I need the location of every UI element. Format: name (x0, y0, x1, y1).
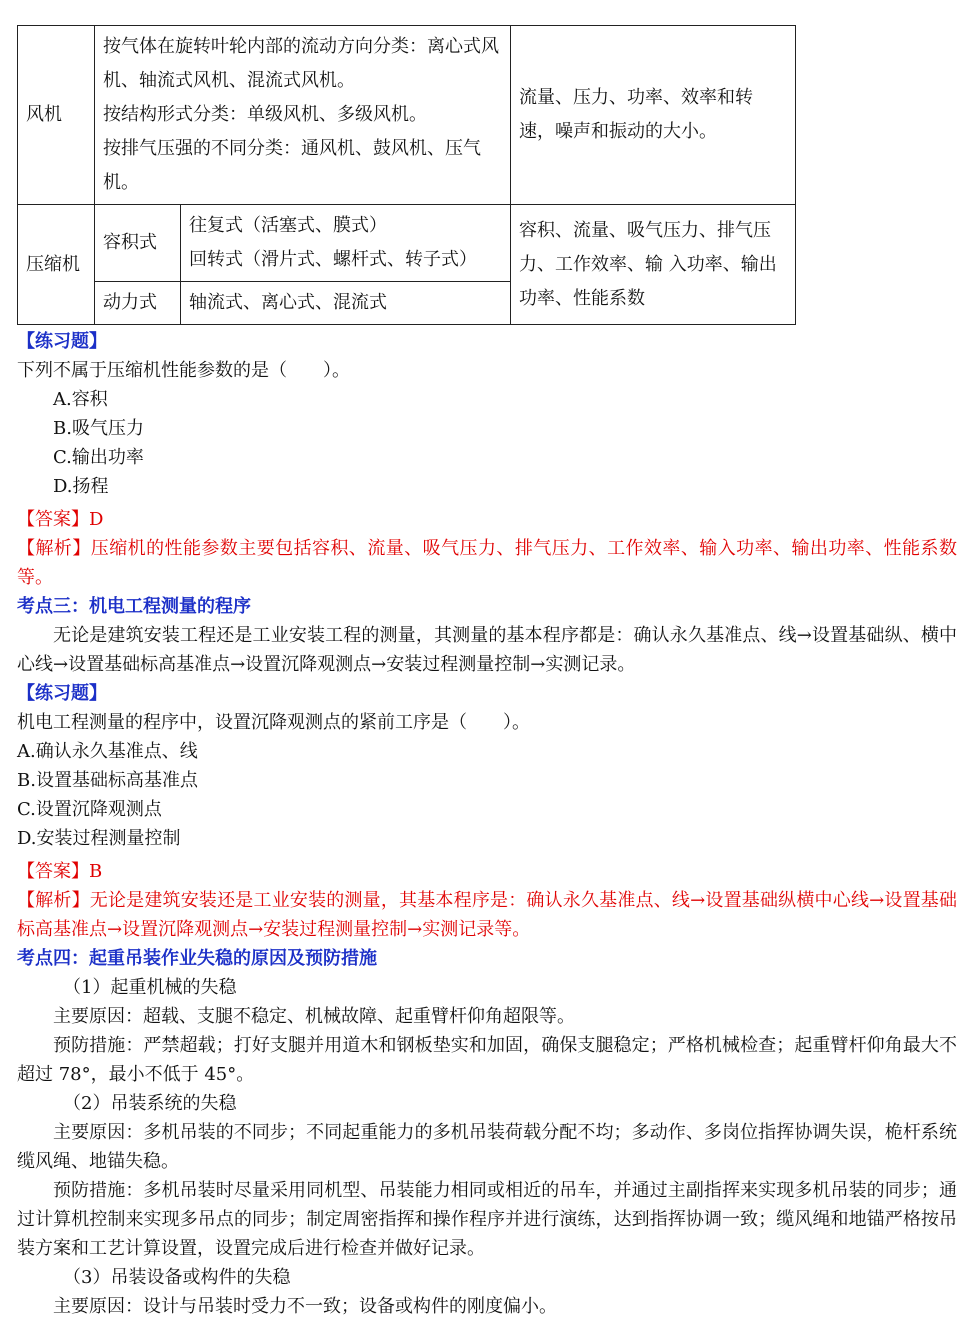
kp4-cause: 主要原因：多机吊装的不同步；不同起重能力的多机吊装荷载分配不均；多动作、多岗位指挥协调失误，桅杆系统缆风绳、地锚失稳。 (17, 1122, 957, 1172)
fan-classes-cell (95, 26, 511, 205)
vol-item: 往复式（活塞式、膜式） (189, 215, 387, 236)
q1-option: B.吸气压力 (53, 418, 144, 439)
kp4-cause: 主要原因：超载、支腿不稳定、机械故障、起重臂杆仰角超限等。 (53, 1006, 575, 1027)
table-row (18, 26, 796, 205)
fan-name-cell: 风机 (18, 26, 95, 205)
q2-analysis: 【解析】无论是建筑安装还是工业安装的测量，其基本程序是：确认永久基准点、线→设置基础纵横中心线→设置基础标高基准点→设置沉降观测点→安装过程测量控制→实测记录等。 (17, 890, 957, 940)
kp4-section-title: （2）吊装系统的失稳 (63, 1093, 237, 1114)
kp3-title: 考点三：机电工程测量的程序 (17, 596, 251, 617)
fan-class-line: 按排气压强的不同分类：通风机、鼓风机、压气机。 (103, 138, 481, 193)
equipment-table (17, 25, 796, 325)
q2-stem: 机电工程测量的程序中，设置沉降观测点的紧前工序是（ ）。 (17, 712, 530, 733)
compressor-name-cell: 压缩机 (18, 205, 95, 325)
fan-class-line: 按气体在旋转叶轮内部的流动方向分类：离心式风机、轴流式风机、混流式风机。 (103, 36, 499, 91)
kp4-title: 考点四：起重吊装作业失稳的原因及预防措施 (17, 948, 377, 969)
q2-option: B.设置基础标高基准点 (17, 770, 198, 791)
fan-params-cell: 流量、压力、功率、效率和转速，噪声和振动的大小。 (511, 26, 796, 205)
q1-stem: 下列不属于压缩机性能参数的是（ ）。 (17, 360, 350, 381)
kp4-prevent: 预防措施：多机吊装时尽量采用同机型、吊装能力相同或相近的吊车，并通过主副指挥来实现多机吊装的同步；通过计算机控制来实现多吊点的同步；制定周密指挥和操作程序并进行演练，达到指挥协调一致；缆风绳和地锚严格按吊装方案和工艺计算设置，设置完成后进行检查并做好记录。 (17, 1180, 957, 1259)
kp4-section-title: （1）起重机械的失稳 (63, 977, 237, 998)
compressor-params-cell: 容积、流量、吸气压力、排气压力、工作效率、输 入功率、输出功率、性能系数 (511, 205, 796, 325)
q1-option: A.容积 (53, 389, 108, 410)
kp4-prevent: 预防措施：严禁超载；打好支腿并用道木和钢板垫实和加固，确保支腿稳定；严格机械检查；起重臂杆仰角最大不超过 78°，最小不低于 45°。 (17, 1035, 957, 1085)
q2-answer: 【答案】B (17, 861, 103, 882)
q2-option: D.安装过程测量控制 (17, 828, 181, 849)
q1-heading: 【练习题】 (17, 331, 107, 352)
compressor-dyn-items: 轴流式、离心式、混流式 (181, 282, 511, 325)
q2-heading: 【练习题】 (17, 683, 107, 704)
document (17, 25, 957, 1321)
kp4-cause: 主要原因：设计与吊装时受力不一致；设备或构件的刚度偏小。 (53, 1296, 557, 1317)
vol-item: 回转式（滑片式、螺杆式、转子式） (189, 249, 477, 270)
q1-option: D.扬程 (53, 476, 109, 497)
table-row (18, 205, 796, 282)
compressor-vol-items (181, 205, 511, 282)
q2-option: A.确认永久基准点、线 (17, 741, 198, 762)
compressor-dyn-label: 动力式 (95, 282, 181, 325)
q1-analysis: 【解析】压缩机的性能参数主要包括容积、流量、吸气压力、排气压力、工作效率、输入功率、输出功率、性能系数等。 (17, 538, 957, 588)
q1-answer: 【答案】D (17, 509, 104, 530)
kp4-section-title: （3）吊装设备或构件的失稳 (63, 1267, 291, 1288)
compressor-vol-label: 容积式 (95, 205, 181, 282)
q2-option: C.设置沉降观测点 (17, 799, 162, 820)
fan-class-line: 按结构形式分类：单级风机、多级风机。 (103, 104, 427, 125)
q1-option: C.输出功率 (53, 447, 144, 468)
kp3-body: 无论是建筑安装工程还是工业安装工程的测量，其测量的基本程序都是：确认永久基准点、线→设置基础纵、横中心线→设置基础标高基准点→设置沉降观测点→安装过程测量控制→实测记录。 (17, 625, 957, 675)
